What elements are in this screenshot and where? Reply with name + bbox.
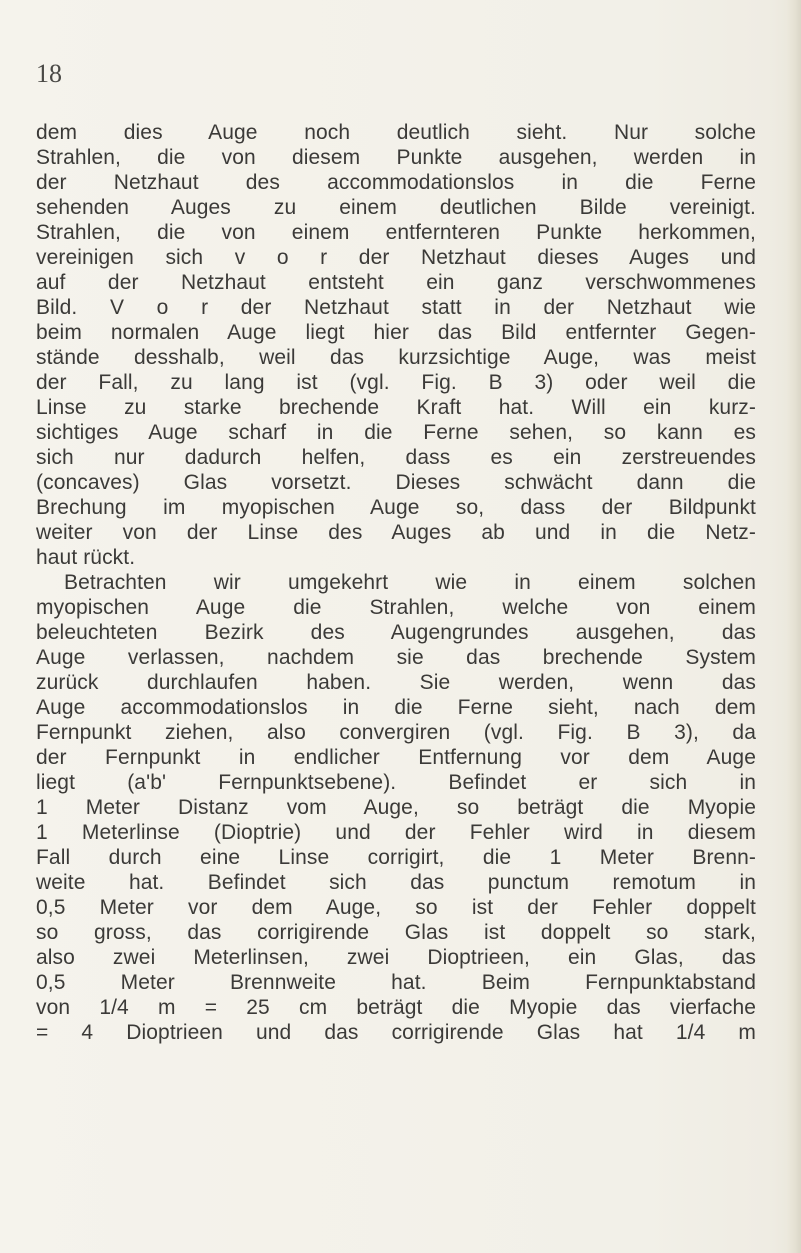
text-line: (concaves) Glas vorsetzt. Dieses schwächt dann die: [36, 471, 756, 494]
text-line: Strahlen, die von diesem Punkte ausgehen, werden in: [36, 146, 756, 169]
text-line: myopischen Auge die Strahlen, welche von einem: [36, 596, 756, 619]
text-line: sichtiges Auge scharf in die Ferne sehen, so kann es: [36, 421, 756, 444]
text-line: 0,5 Meter Brennweite hat. Beim Fernpunktabstand: [36, 971, 756, 994]
page-number: 18: [36, 59, 62, 88]
text-line: Brechung im myopischen Auge so, dass der Bildpunkt: [36, 496, 756, 519]
text-line: Strahlen, die von einem entfernteren Punkte herkommen,: [36, 221, 756, 244]
text-line: sich nur dadurch helfen, dass es ein zerstreuendes: [36, 446, 756, 469]
text-line: 1 Meter Distanz vom Auge, so beträgt die Myopie: [36, 796, 756, 819]
text-line: auf der Netzhaut entsteht ein ganz verschwommenes: [36, 271, 756, 294]
text-line: weite hat. Befindet sich das punctum remotum in: [36, 871, 756, 894]
text-line: = 4 Dioptrieen und das corrigirende Glas hat 1/4 m: [36, 1021, 756, 1044]
text-line: weiter von der Linse des Auges ab und in die Netz-: [36, 521, 756, 544]
text-line: so gross, das corrigirende Glas ist doppelt so stark,: [36, 921, 756, 944]
body-text: [36, 120, 756, 1045]
text-line: Auge accommodationslos in die Ferne sieht, nach dem: [36, 696, 756, 719]
text-line: von 1/4 m = 25 cm beträgt die Myopie das vierfache: [36, 996, 756, 1019]
text-line: Fall durch eine Linse corrigirt, die 1 Meter Brenn-: [36, 846, 756, 869]
text-line: der Fernpunkt in endlicher Entfernung vor dem Auge: [36, 746, 756, 769]
text-line: der Fall, zu lang ist (vgl. Fig. B 3) oder weil die: [36, 371, 756, 394]
text-line: Linse zu starke brechende Kraft hat. Will ein kurz-: [36, 396, 756, 419]
text-line: beim normalen Auge liegt hier das Bild entfernter Gegen-: [36, 321, 756, 344]
text-line: 0,5 Meter vor dem Auge, so ist der Fehler doppelt: [36, 896, 756, 919]
text-line: sehenden Auges zu einem deutlichen Bilde vereinigt.: [36, 196, 756, 219]
text-line: vereinigen sich v o r der Netzhaut dieses Auges und: [36, 246, 756, 269]
text-line: Bild. V o r der Netzhaut statt in der Netzhaut wie: [36, 296, 756, 319]
text-line: 1 Meterlinse (Dioptrie) und der Fehler wird in diesem: [36, 821, 756, 844]
text-line: also zwei Meterlinsen, zwei Dioptrieen, ein Glas, das: [36, 946, 756, 969]
text-line: Fernpunkt ziehen, also convergiren (vgl. Fig. B 3), da: [36, 721, 756, 744]
text-line: zurück durchlaufen haben. Sie werden, wenn das: [36, 671, 756, 694]
text-line: Betrachten wir umgekehrt wie in einem solchen: [64, 571, 756, 594]
text-line: haut rückt.: [36, 546, 136, 569]
text-line: beleuchteten Bezirk des Augengrundes ausgehen, das: [36, 621, 756, 644]
text-line: dem dies Auge noch deutlich sieht. Nur solche: [36, 121, 756, 144]
text-line: liegt (a'b' Fernpunktsebene). Befindet er sich in: [36, 771, 756, 794]
text-line: der Netzhaut des accommodationslos in die Ferne: [36, 171, 756, 194]
text-line: Auge verlassen, nachdem sie das brechende System: [36, 646, 756, 669]
page-edge: [787, 0, 801, 1253]
text-line: stände desshalb, weil das kurzsichtige Auge, was meist: [36, 346, 756, 369]
